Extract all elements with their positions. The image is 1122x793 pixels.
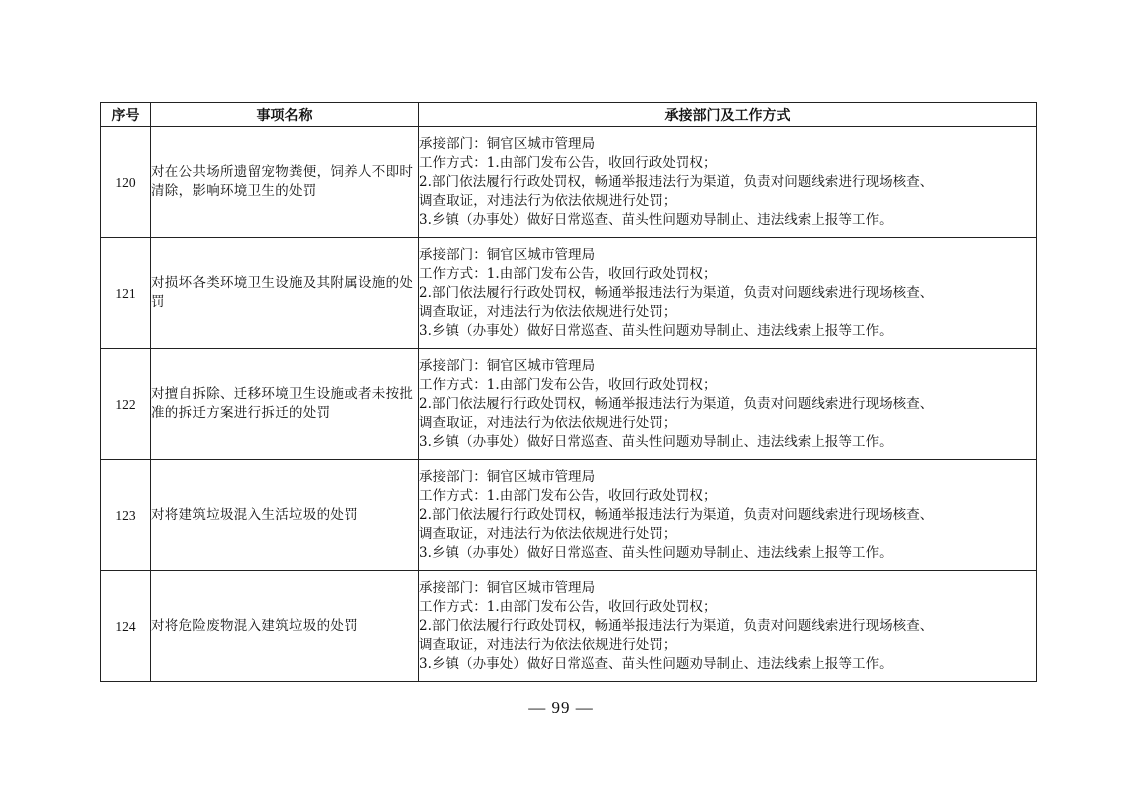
detail-method-step-2-cont: 调查取证，对违法行为依法依规进行处罚； [419, 525, 677, 542]
header-item-name: 事项名称 [151, 103, 419, 127]
detail-department: 承接部门：铜官区城市管理局 [419, 246, 596, 263]
table-row [101, 238, 1037, 349]
detail-method-step-3: 3.乡镇（办事处）做好日常巡查、苗头性问题劝导制止、违法线索上报等工作。 [419, 544, 893, 561]
row-detail [419, 238, 1037, 349]
detail-method-step-2: 2.部门依法履行行政处罚权，畅通举报违法行为渠道，负责对问题线索进行现场核查、 [419, 173, 934, 190]
detail-method-step-2-cont: 调查取证，对违法行为依法依规进行处罚； [419, 414, 677, 431]
table-row [101, 349, 1037, 460]
row-serial-number: 120 [101, 127, 151, 238]
row-detail [419, 571, 1037, 682]
detail-method-step-2-cont: 调查取证，对违法行为依法依规进行处罚； [419, 303, 677, 320]
header-row [101, 103, 1037, 127]
detail-method-step-3: 3.乡镇（办事处）做好日常巡查、苗头性问题劝导制止、违法线索上报等工作。 [419, 211, 893, 228]
row-item-name: 对擅自拆除、迁移环境卫生设施或者未按批准的拆迁方案进行拆迁的处罚 [151, 349, 419, 460]
row-serial-number: 123 [101, 460, 151, 571]
detail-method-step-1: 工作方式：1.由部门发布公告，收回行政处罚权； [419, 265, 717, 282]
row-serial-number: 121 [101, 238, 151, 349]
row-serial-number: 122 [101, 349, 151, 460]
table-row [101, 127, 1037, 238]
detail-method-step-2: 2.部门依法履行行政处罚权，畅通举报违法行为渠道，负责对问题线索进行现场核查、 [419, 506, 934, 523]
row-detail [419, 349, 1037, 460]
detail-department: 承接部门：铜官区城市管理局 [419, 579, 596, 596]
detail-department: 承接部门：铜官区城市管理局 [419, 468, 596, 485]
detail-method-step-2-cont: 调查取证，对违法行为依法依规进行处罚； [419, 192, 677, 209]
header-serial-number: 序号 [101, 103, 151, 127]
detail-method-step-2: 2.部门依法履行行政处罚权，畅通举报违法行为渠道，负责对问题线索进行现场核查、 [419, 395, 934, 412]
items-table [100, 102, 1037, 682]
detail-method-step-2: 2.部门依法履行行政处罚权，畅通举报违法行为渠道，负责对问题线索进行现场核查、 [419, 617, 934, 634]
detail-method-step-1: 工作方式：1.由部门发布公告，收回行政处罚权； [419, 154, 717, 171]
row-item-name: 对将危险废物混入建筑垃圾的处罚 [151, 571, 419, 682]
detail-method-step-2: 2.部门依法履行行政处罚权，畅通举报违法行为渠道，负责对问题线索进行现场核查、 [419, 284, 934, 301]
row-detail [419, 460, 1037, 571]
table-row [101, 571, 1037, 682]
row-item-name: 对将建筑垃圾混入生活垃圾的处罚 [151, 460, 419, 571]
detail-method-step-1: 工作方式：1.由部门发布公告，收回行政处罚权； [419, 487, 717, 504]
detail-method-step-1: 工作方式：1.由部门发布公告，收回行政处罚权； [419, 598, 717, 615]
row-detail [419, 127, 1037, 238]
detail-department: 承接部门：铜官区城市管理局 [419, 357, 596, 374]
row-item-name: 对损坏各类环境卫生设施及其附属设施的处罚 [151, 238, 419, 349]
detail-method-step-3: 3.乡镇（办事处）做好日常巡查、苗头性问题劝导制止、违法线索上报等工作。 [419, 322, 893, 339]
row-item-name: 对在公共场所遗留宠物粪便，饲养人不即时清除，影响环境卫生的处罚 [151, 127, 419, 238]
detail-method-step-3: 3.乡镇（办事处）做好日常巡查、苗头性问题劝导制止、违法线索上报等工作。 [419, 433, 893, 450]
row-serial-number: 124 [101, 571, 151, 682]
table-row [101, 460, 1037, 571]
detail-method-step-3: 3.乡镇（办事处）做好日常巡查、苗头性问题劝导制止、违法线索上报等工作。 [419, 655, 893, 672]
header-department-and-method: 承接部门及工作方式 [419, 103, 1037, 127]
page-number: — 99 — [528, 698, 594, 717]
detail-method-step-1: 工作方式：1.由部门发布公告，收回行政处罚权； [419, 376, 717, 393]
detail-department: 承接部门：铜官区城市管理局 [419, 135, 596, 152]
detail-method-step-2-cont: 调查取证，对违法行为依法依规进行处罚； [419, 636, 677, 653]
